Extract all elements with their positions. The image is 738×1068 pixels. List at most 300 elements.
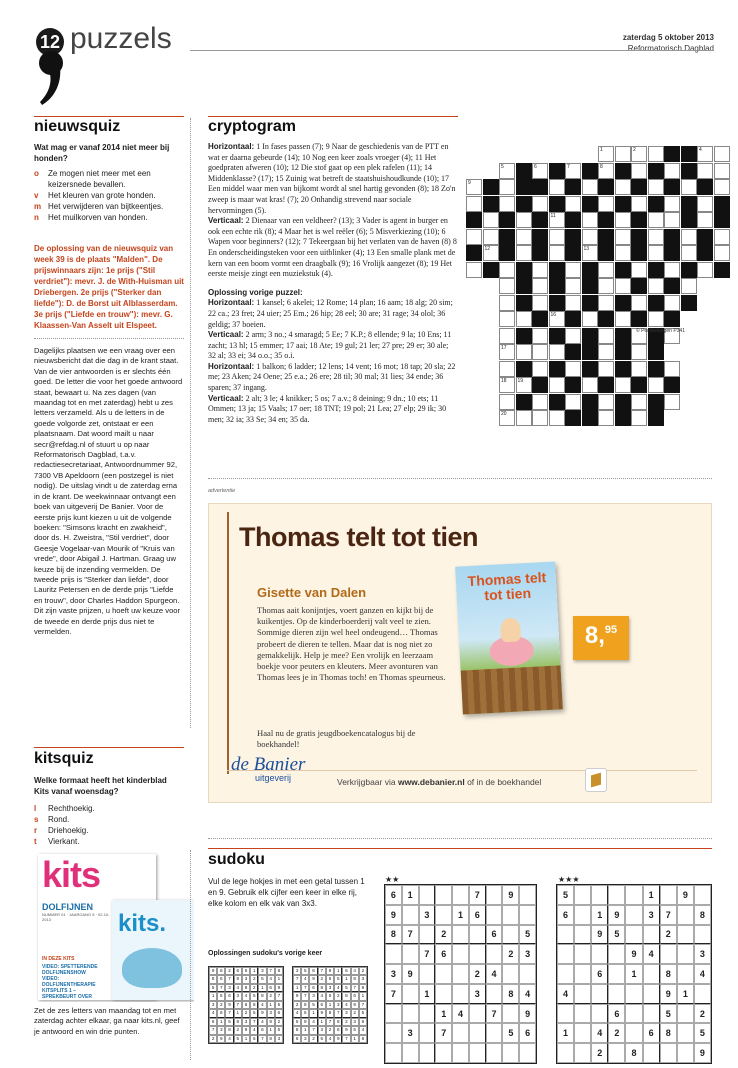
crossword-cell[interactable] [499,179,515,195]
publisher-url[interactable]: www.debanier.nl [397,777,465,787]
crossword-cell[interactable] [631,146,647,162]
sudoku-cell[interactable] [469,1023,486,1043]
sudoku-cell[interactable]: 7 [660,905,677,925]
crossword-cell[interactable] [565,196,581,212]
sudoku-cell[interactable]: 3 [694,944,711,964]
crossword-cell[interactable] [582,229,598,245]
sudoku-cell[interactable]: 2 [502,944,519,964]
sudoku-cell[interactable] [419,885,436,905]
crossword-cell[interactable] [631,262,647,278]
sudoku-cell[interactable]: 9 [625,944,642,964]
sudoku-cell[interactable] [452,925,469,945]
crossword-cell[interactable] [549,229,565,245]
sudoku-cell[interactable] [402,1043,419,1063]
sudoku-cell[interactable] [452,885,469,905]
sudoku-cell[interactable]: 1 [419,984,436,1004]
sudoku-cell[interactable]: 4 [643,944,660,964]
crossword-cell[interactable] [532,394,548,410]
crossword-cell[interactable] [532,344,548,360]
crossword-cell[interactable] [516,377,532,393]
sudoku-cell[interactable]: 7 [385,984,402,1004]
crossword-cell[interactable] [714,179,730,195]
sudoku-cell[interactable] [469,1043,486,1063]
crossword-cell[interactable] [631,295,647,311]
sudoku-cell[interactable] [486,984,503,1004]
crossword-cell[interactable] [681,229,697,245]
crossword-cell[interactable] [664,196,680,212]
sudoku-cell[interactable] [677,944,694,964]
crossword-cell[interactable] [565,361,581,377]
sudoku-cell[interactable] [452,964,469,984]
sudoku-cell[interactable] [677,1023,694,1043]
crossword-cell[interactable] [499,163,515,179]
sudoku-cell[interactable] [625,905,642,925]
crossword-cell[interactable] [598,295,614,311]
sudoku-cell[interactable] [591,944,608,964]
sudoku-cell[interactable] [385,944,402,964]
sudoku-cell[interactable]: 9 [694,1043,711,1063]
crossword-cell[interactable] [565,262,581,278]
sudoku-cell[interactable]: 9 [385,905,402,925]
sudoku-cell[interactable]: 2 [591,1043,608,1063]
sudoku-cell[interactable] [486,1043,503,1063]
sudoku-cell[interactable] [402,1004,419,1024]
sudoku-cell[interactable] [574,944,591,964]
sudoku-cell[interactable]: 6 [385,885,402,905]
crossword-cell[interactable] [664,212,680,228]
sudoku-cell[interactable] [557,925,574,945]
crossword-cell[interactable] [466,179,482,195]
sudoku-cell[interactable]: 5 [660,1004,677,1024]
crossword-cell[interactable] [615,245,631,261]
crossword-cell[interactable] [565,278,581,294]
crossword-grid[interactable] [466,146,706,436]
crossword-cell[interactable] [664,295,680,311]
sudoku-cell[interactable]: 9 [519,1004,536,1024]
sudoku-solution-cell: 5 [359,1009,367,1017]
crossword-cell[interactable] [532,410,548,426]
sudoku-cell[interactable] [385,1004,402,1024]
sudoku-grid-2[interactable] [556,884,712,1064]
crossword-cell[interactable] [499,278,515,294]
sudoku-cell[interactable]: 1 [435,1004,452,1024]
crossword-cell[interactable] [516,229,532,245]
sudoku-cell[interactable] [452,984,469,1004]
crossword-black-cell [582,344,598,360]
publisher-name: de Banier [231,754,306,775]
crossword-cell[interactable] [549,344,565,360]
crossword-cell[interactable] [598,262,614,278]
kits-logo-small: kits. [118,910,167,937]
sudoku-cell[interactable]: 6 [469,905,486,925]
sudoku-cell[interactable] [574,885,591,905]
sudoku-solution-cell: 4 [334,984,342,992]
availability[interactable]: Verkrijgbaar via www.debanier.nl of in de boekhandel [337,777,542,787]
sudoku-cell[interactable]: 3 [402,1023,419,1043]
sudoku-cell[interactable] [502,925,519,945]
sudoku-cell[interactable] [435,964,452,984]
sudoku-cell[interactable]: 6 [486,925,503,945]
sudoku-cell[interactable]: 9 [608,905,625,925]
sudoku-cell[interactable] [486,905,503,925]
sudoku-cell[interactable]: 3 [643,905,660,925]
sudoku-solution-cell: 7 [318,967,326,975]
crossword-cell[interactable] [598,410,614,426]
crossword-cell[interactable] [466,229,482,245]
crossword-cell[interactable] [549,245,565,261]
sudoku-cell[interactable] [519,1043,536,1063]
crossword-cell[interactable] [648,179,664,195]
crossword-black-cell [615,196,631,212]
crossword-cell[interactable] [648,212,664,228]
crossword-cell[interactable] [631,163,647,179]
crossword-cell[interactable] [565,394,581,410]
sudoku-cell[interactable] [677,905,694,925]
sudoku-cell[interactable]: 4 [452,1004,469,1024]
sudoku-cell[interactable] [435,905,452,925]
sudoku-cell[interactable] [486,885,503,905]
crossword-cell[interactable] [565,163,581,179]
crossword-cell[interactable] [681,179,697,195]
sudoku-cell[interactable]: 8 [660,964,677,984]
sudoku-cell[interactable]: 2 [660,925,677,945]
sudoku-cell[interactable]: 4 [519,984,536,1004]
advertisement[interactable] [208,503,712,803]
sudoku-cell[interactable]: 5 [694,1023,711,1043]
sudoku-cell[interactable]: 6 [608,1004,625,1024]
crossword-cell[interactable] [631,394,647,410]
sudoku-cell[interactable]: 7 [419,944,436,964]
sudoku-cell[interactable] [435,1043,452,1063]
crossword-cell[interactable] [549,212,565,228]
sudoku-cell[interactable]: 6 [643,1023,660,1043]
crossword-cell[interactable] [483,245,499,261]
sudoku-cell[interactable]: 8 [625,1043,642,1063]
sudoku-cell[interactable] [385,1043,402,1063]
sudoku-cell[interactable]: 6 [435,944,452,964]
sudoku-cell[interactable] [385,1023,402,1043]
sudoku-cell[interactable]: 8 [385,925,402,945]
sudoku-cell[interactable]: 2 [435,925,452,945]
crossword-cell[interactable] [631,344,647,360]
crossword-cell[interactable] [664,163,680,179]
sudoku-cell[interactable] [469,925,486,945]
sudoku-cell[interactable] [519,964,536,984]
sudoku-cell[interactable]: 5 [557,885,574,905]
crossword-cell[interactable] [697,212,713,228]
sudoku-cell[interactable] [694,885,711,905]
crossword-cell[interactable] [516,245,532,261]
sudoku-cell[interactable]: 9 [677,885,694,905]
crossword-cell[interactable] [582,245,598,261]
sudoku-cell[interactable]: 6 [519,1023,536,1043]
sudoku-cell[interactable]: 4 [486,964,503,984]
crossword-cell[interactable] [664,394,680,410]
crossword-cell[interactable] [714,229,730,245]
sudoku-cell[interactable]: 7 [486,1004,503,1024]
sudoku-cell[interactable]: 9 [402,964,419,984]
crossword-cell[interactable] [598,328,614,344]
sudoku-cell[interactable]: 9 [591,925,608,945]
sudoku-cell[interactable]: 9 [502,885,519,905]
crossword-cell[interactable] [549,377,565,393]
sudoku-cell[interactable] [591,984,608,1004]
sudoku-cell[interactable] [486,944,503,964]
crossword-cell[interactable] [532,163,548,179]
crossword-cell[interactable] [615,212,631,228]
crossword-cell[interactable] [681,278,697,294]
sudoku-cell[interactable] [677,1043,694,1063]
sudoku-cell[interactable] [435,984,452,1004]
sudoku-grid-1[interactable] [384,884,537,1064]
sudoku-cell[interactable] [643,925,660,945]
sudoku-cell[interactable] [608,885,625,905]
sudoku-cell[interactable]: 5 [502,1023,519,1043]
sudoku-solution-cell: 9 [359,984,367,992]
crossword-cell[interactable] [516,410,532,426]
crossword-cell[interactable] [714,163,730,179]
sudoku-cell[interactable] [502,964,519,984]
sudoku-cell[interactable] [519,885,536,905]
sudoku-cell[interactable] [591,1004,608,1024]
crossword-cell[interactable] [516,311,532,327]
crossword-cell[interactable] [648,245,664,261]
sudoku-cell[interactable]: 1 [591,905,608,925]
crossword-cell[interactable] [648,229,664,245]
sudoku-cell[interactable] [402,905,419,925]
sudoku-cell[interactable]: 2 [608,1023,625,1043]
sudoku-cell[interactable] [660,1043,677,1063]
sudoku-cell[interactable] [502,1004,519,1024]
sudoku-cell[interactable]: 9 [660,984,677,1004]
sudoku-cell[interactable] [419,1023,436,1043]
sudoku-cell[interactable] [625,925,642,945]
sudoku-cell[interactable]: 4 [557,984,574,1004]
sudoku-cell[interactable]: 1 [557,1023,574,1043]
crossword-cell[interactable] [681,245,697,261]
crossword-cell[interactable] [499,377,515,393]
crossword-cell[interactable] [582,311,598,327]
crossword-cell[interactable] [466,196,482,212]
sudoku-cell[interactable] [574,925,591,945]
sudoku-cell[interactable] [608,984,625,1004]
crossword-cell[interactable] [615,377,631,393]
crossword-cell[interactable] [598,163,614,179]
sudoku-cell[interactable]: 6 [557,905,574,925]
crossword-cell[interactable] [648,377,664,393]
crossword-cell[interactable] [598,361,614,377]
sudoku-cell[interactable] [694,984,711,1004]
sudoku-cell[interactable]: 5 [519,925,536,945]
crossword-black-cell [516,328,532,344]
crossword-cell[interactable] [499,262,515,278]
sudoku-cell[interactable] [502,1043,519,1063]
crossword-cell[interactable] [483,229,499,245]
sudoku-solution-cell: 4 [326,1035,334,1043]
crossword-cell[interactable] [664,262,680,278]
sudoku-cell[interactable] [625,1023,642,1043]
sudoku-cell[interactable]: 8 [694,905,711,925]
sudoku-cell[interactable]: 4 [591,1023,608,1043]
sudoku-cell[interactable] [608,1043,625,1063]
crossword-cell[interactable] [483,212,499,228]
sudoku-cell[interactable] [608,944,625,964]
sudoku-cell[interactable]: 3 [419,905,436,925]
crossword-cell[interactable] [648,311,664,327]
sudoku-cell[interactable]: 8 [660,1023,677,1043]
sudoku-cell[interactable] [452,944,469,964]
crossword-cell[interactable] [516,344,532,360]
crossword-cell[interactable] [499,311,515,327]
sudoku-cell[interactable] [677,925,694,945]
crossword-cell[interactable] [565,328,581,344]
sudoku-cell[interactable]: 3 [385,964,402,984]
sudoku-cell[interactable] [519,905,536,925]
sudoku-cell[interactable] [643,984,660,1004]
sudoku-cell[interactable] [557,964,574,984]
sudoku-cell[interactable]: 8 [502,984,519,1004]
crossword-cell[interactable] [697,196,713,212]
sudoku-cell[interactable]: 2 [469,964,486,984]
sudoku-cell[interactable] [419,964,436,984]
crossword-cell[interactable] [549,410,565,426]
sudoku-cell[interactable]: 1 [625,964,642,984]
sudoku-cell[interactable]: 1 [402,885,419,905]
sudoku-cell[interactable] [402,944,419,964]
crossword-cell[interactable] [549,311,565,327]
crossword-cell[interactable] [499,344,515,360]
sudoku-cell[interactable] [469,944,486,964]
sudoku-cell[interactable] [502,905,519,925]
sudoku-cell[interactable] [469,1004,486,1024]
sudoku-cell[interactable] [419,1004,436,1024]
crossword-cell[interactable] [598,278,614,294]
sudoku-cell[interactable] [677,964,694,984]
crossword-cell[interactable] [615,146,631,162]
crossword-cell[interactable] [631,410,647,426]
sudoku-cell[interactable] [486,1023,503,1043]
crossword-cell[interactable] [598,146,614,162]
sudoku-cell[interactable] [557,1043,574,1063]
sudoku-cell[interactable] [574,1023,591,1043]
sudoku-cell[interactable]: 1 [643,885,660,905]
crossword-cell[interactable] [499,295,515,311]
sudoku-cell[interactable] [419,925,436,945]
sudoku-cell[interactable] [694,925,711,945]
crossword-cell[interactable] [615,229,631,245]
crossword-cell[interactable] [549,179,565,195]
crossword-cell[interactable] [532,196,548,212]
sudoku-cell[interactable]: 7 [469,885,486,905]
crossword-cell[interactable] [532,361,548,377]
crossword-cell[interactable] [582,377,598,393]
crossword-cell[interactable] [697,163,713,179]
crossword-cell[interactable] [532,278,548,294]
sudoku-cell[interactable]: 7 [435,1023,452,1043]
crossword-cell[interactable] [664,361,680,377]
crossword-cell[interactable] [532,328,548,344]
crossword-cell[interactable] [615,311,631,327]
sudoku-cell[interactable]: 3 [469,984,486,1004]
crossword-cell[interactable] [499,394,515,410]
sudoku-cell[interactable] [574,964,591,984]
sudoku-cell[interactable] [419,1043,436,1063]
sudoku-cell[interactable] [643,1043,660,1063]
crossword-cell[interactable] [582,179,598,195]
crossword-cell[interactable] [532,295,548,311]
sudoku-cell[interactable] [591,885,608,905]
sudoku-solution-cell: 3 [242,975,250,983]
sudoku-cell[interactable]: 5 [608,925,625,945]
sudoku-cell[interactable] [574,905,591,925]
crossword-cell[interactable] [532,262,548,278]
sudoku-cell[interactable]: 1 [452,905,469,925]
sudoku-cell[interactable]: 7 [402,925,419,945]
sudoku-cell[interactable] [452,1023,469,1043]
sudoku-cell[interactable] [608,964,625,984]
sudoku-cell[interactable] [452,1043,469,1063]
sudoku-cell[interactable] [402,984,419,1004]
sudoku-cell[interactable]: 1 [677,984,694,1004]
sudoku-cell[interactable] [643,964,660,984]
crossword-cell[interactable] [582,212,598,228]
sudoku-cell[interactable] [625,885,642,905]
sudoku-cell[interactable]: 4 [694,964,711,984]
sudoku-solution-cell: 8 [334,1018,342,1026]
crossword-cell[interactable] [516,212,532,228]
sudoku-cell[interactable] [574,1004,591,1024]
sudoku-cell[interactable] [557,944,574,964]
crossword-black-cell [483,196,499,212]
sudoku-solution-cell: 7 [217,984,225,992]
sudoku-cell[interactable]: 6 [591,964,608,984]
crossword-cell[interactable] [499,328,515,344]
sudoku-cell[interactable] [660,944,677,964]
sudoku-cell[interactable] [574,984,591,1004]
crossword-cell[interactable] [499,196,515,212]
crossword-cell[interactable] [631,196,647,212]
sudoku-cell[interactable] [660,885,677,905]
sudoku-cell[interactable] [625,984,642,1004]
crossword-cell[interactable] [598,344,614,360]
sudoku-cell[interactable]: 3 [519,944,536,964]
crossword-cell[interactable] [565,295,581,311]
crossword-black-cell [532,377,548,393]
kitsquiz-question: Welke formaat heeft het kinderblad Kits vanaf woensdag? [34,776,167,796]
sudoku-cell[interactable] [677,1004,694,1024]
sudoku-cell[interactable] [574,1043,591,1063]
sudoku-cell[interactable] [557,1004,574,1024]
sudoku-cell[interactable] [435,885,452,905]
crossword-cell[interactable] [648,146,664,162]
crossword-cell[interactable] [648,278,664,294]
crossword-cell[interactable] [499,361,515,377]
sudoku-cell[interactable]: 2 [694,1004,711,1024]
sudoku-cell[interactable] [643,1004,660,1024]
crossword-cell[interactable] [615,179,631,195]
crossword-cell[interactable] [714,146,730,162]
crossword-cell[interactable] [615,278,631,294]
crossword-cell[interactable] [466,262,482,278]
crossword-cell[interactable] [598,394,614,410]
crossword-cell[interactable] [714,245,730,261]
crossword-cell[interactable] [697,146,713,162]
crossword-cell[interactable] [697,262,713,278]
crossword-cell[interactable] [598,196,614,212]
sudoku-cell[interactable] [625,1004,642,1024]
crossword-cell[interactable] [631,361,647,377]
crossword-cell[interactable] [499,410,515,426]
